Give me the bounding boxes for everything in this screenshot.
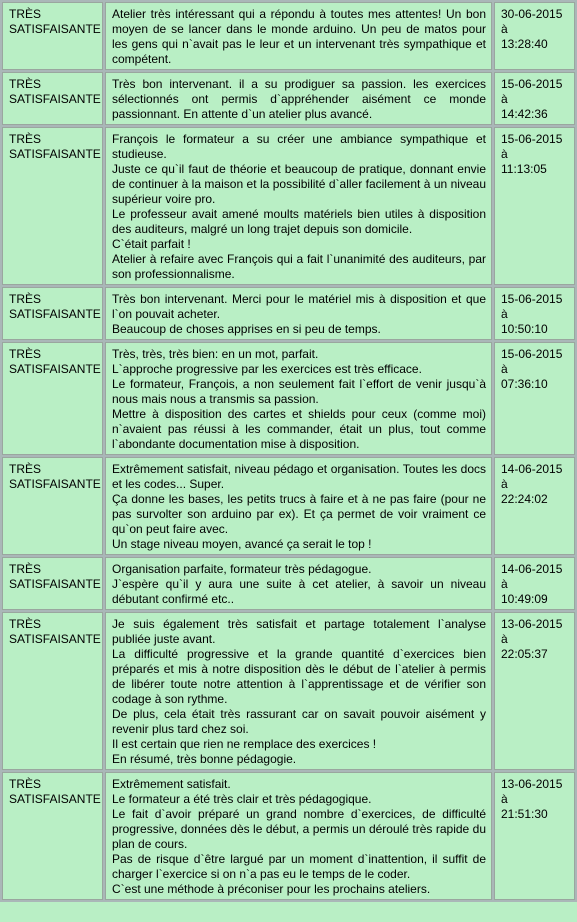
rating-cell: TRÈS SATISFAISANTE	[2, 287, 103, 340]
rating-cell: TRÈS SATISFAISANTE	[2, 557, 103, 610]
comment-line: Le formateur a été très clair et très pédagogique.	[112, 792, 372, 806]
comment-cell	[105, 772, 492, 900]
rating-cell: TRÈS SATISFAISANTE	[2, 2, 103, 70]
comment-line: Pas de risque d`être largué par un moment d`inattention, il suffit de charger l`exercice si on n`a pas eu le temps de le coder.	[112, 852, 486, 881]
comment-line: C`était parfait !	[112, 237, 191, 251]
comment-line: En résumé, très bonne pédagogie.	[112, 752, 297, 766]
rating-cell: TRÈS SATISFAISANTE	[2, 457, 103, 555]
comment-line: Il est certain que rien ne remplace des exercices !	[112, 737, 377, 751]
review-row	[2, 287, 575, 340]
review-date: 15-06-2015	[501, 132, 563, 146]
review-time: 13:28:40	[501, 37, 548, 51]
date-cell	[494, 127, 575, 285]
rating-cell: TRÈS SATISFAISANTE	[2, 772, 103, 900]
review-time: 21:51:30	[501, 807, 548, 821]
comment-line: J`espère qu`il y aura une suite à cet atelier, à savoir un niveau débutant confirmé etc..	[112, 577, 486, 606]
date-separator: à	[501, 307, 508, 321]
comment-line: Atelier à refaire avec François qui a fait l`unanimité des auditeurs, par son professionnalisme.	[112, 252, 486, 281]
review-time: 07:36:10	[501, 377, 548, 391]
comment-line: Beaucoup de choses apprises en si peu de temps.	[112, 322, 381, 336]
comment-line: Le formateur, François, a non seulement fait l`effort de venir jusqu`à nous mais nous a transmis sa passion.	[112, 377, 486, 406]
comment-cell	[105, 2, 492, 70]
comment-line: Très bon intervenant. il a su prodiguer sa passion. les exercices sélectionnés ont permis d`appréhender aisément ce monde passionnant. En attente d`un atelier plus avancé.	[112, 77, 486, 121]
review-row	[2, 612, 575, 770]
review-date: 15-06-2015	[501, 292, 563, 306]
review-row	[2, 772, 575, 900]
date-cell	[494, 557, 575, 610]
review-date: 15-06-2015	[501, 77, 563, 91]
comment-line: Atelier très intéressant qui a répondu à toutes mes attentes! Un bon moyen de se lancer dans le monde arduino. Un peu de matos pour les gens qui n`avait pas le leur et un intervenant très sympathique et compétent.	[112, 7, 486, 66]
review-time: 11:13:05	[501, 162, 547, 176]
date-cell	[494, 612, 575, 770]
date-cell	[494, 772, 575, 900]
date-cell	[494, 287, 575, 340]
rating-cell: TRÈS SATISFAISANTE	[2, 342, 103, 455]
review-date: 30-06-2015	[501, 7, 563, 21]
comment-line: La difficulté progressive et la grande quantité d`exercices bien préparés et mis à notre disposition dès le début de l`atelier à permis de libérer toute notre attention à l`apprentissage et de vérifier son codage à son rythme.	[112, 647, 486, 706]
comment-cell	[105, 557, 492, 610]
date-separator: à	[501, 147, 508, 161]
comment-cell	[105, 342, 492, 455]
review-time: 22:05:37	[501, 647, 548, 661]
comment-cell	[105, 457, 492, 555]
date-cell	[494, 457, 575, 555]
review-time: 10:50:10	[501, 322, 548, 336]
review-row	[2, 342, 575, 455]
date-separator: à	[501, 577, 508, 591]
review-row	[2, 457, 575, 555]
comment-line: Juste ce qu`il faut de théorie et beaucoup de pratique, donnant envie de continuer à la maison et la possibilité d`aller facilement à un niveau supérieur voire pro.	[112, 162, 486, 206]
comment-line: Extrêmement satisfait, niveau pédago et organisation. Toutes les docs et les codes... Super.	[112, 462, 486, 491]
date-separator: à	[501, 477, 508, 491]
comment-line: Un stage niveau moyen, avancé ça serait le top !	[112, 537, 372, 551]
rating-cell: TRÈS SATISFAISANTE	[2, 72, 103, 125]
date-cell	[494, 72, 575, 125]
comment-cell	[105, 72, 492, 125]
date-separator: à	[501, 632, 508, 646]
review-date: 14-06-2015	[501, 462, 563, 476]
review-time: 10:49:09	[501, 592, 548, 606]
comment-line: Très bon intervenant. Merci pour le matériel mis à disposition et que l`on pouvait acheter.	[112, 292, 486, 321]
date-cell	[494, 2, 575, 70]
date-separator: à	[501, 22, 508, 36]
review-row	[2, 557, 575, 610]
comment-line: C`est une méthode à préconiser pour les prochains ateliers.	[112, 882, 431, 896]
date-separator: à	[501, 92, 508, 106]
comment-line: Mettre à disposition des cartes et shields pour ceux (comme moi) n`avaient pas réussi à les commander, était un plus, tout comme l`abondante documentation mise à disposition.	[112, 407, 486, 451]
comment-cell	[105, 612, 492, 770]
review-date: 14-06-2015	[501, 562, 563, 576]
date-cell	[494, 342, 575, 455]
rating-cell: TRÈS SATISFAISANTE	[2, 612, 103, 770]
comment-line: Ça donne les bases, les petits trucs à faire et à ne pas faire (pour ne pas survolter son arduino par ex). Et ça permet de voir vraiment ce qu`on peut faire avec.	[112, 492, 486, 536]
comment-cell	[105, 127, 492, 285]
date-separator: à	[501, 362, 508, 376]
review-time: 14:42:36	[501, 107, 548, 121]
comment-line: Je suis également très satisfait et partage totalement l`analyse publiée juste avant.	[112, 617, 486, 646]
review-row	[2, 72, 575, 125]
rating-cell: TRÈS SATISFAISANTE	[2, 127, 103, 285]
comment-cell	[105, 287, 492, 340]
review-row	[2, 127, 575, 285]
comment-line: Extrêmement satisfait.	[112, 777, 231, 791]
comment-line: Très, très, très bien: en un mot, parfait.	[112, 347, 319, 361]
reviews-table-body	[2, 2, 575, 900]
date-separator: à	[501, 792, 508, 806]
comment-line: De plus, cela était très rassurant car on savait pouvoir aisément y revenir plus tard chez soi.	[112, 707, 486, 736]
comment-line: Le professeur avait amené moults matériels bien utiles à disposition des auditeurs, malgré un long trajet depuis son domicile.	[112, 207, 486, 236]
review-date: 13-06-2015	[501, 617, 563, 631]
comment-line: Organisation parfaite, formateur très pédagogue.	[112, 562, 372, 576]
review-time: 22:24:02	[501, 492, 548, 506]
comment-line: L`approche progressive par les exercices est très efficace.	[112, 362, 422, 376]
review-row	[2, 2, 575, 70]
review-date: 15-06-2015	[501, 347, 563, 361]
review-date: 13-06-2015	[501, 777, 563, 791]
comment-line: Le fait d`avoir préparé un grand nombre d`exercices, de difficulté progressive, données dès le début, a permis un déroulé très rapide du plan de cours.	[112, 807, 486, 851]
comment-line: François le formateur a su créer une ambiance sympathique et studieuse.	[112, 132, 486, 161]
